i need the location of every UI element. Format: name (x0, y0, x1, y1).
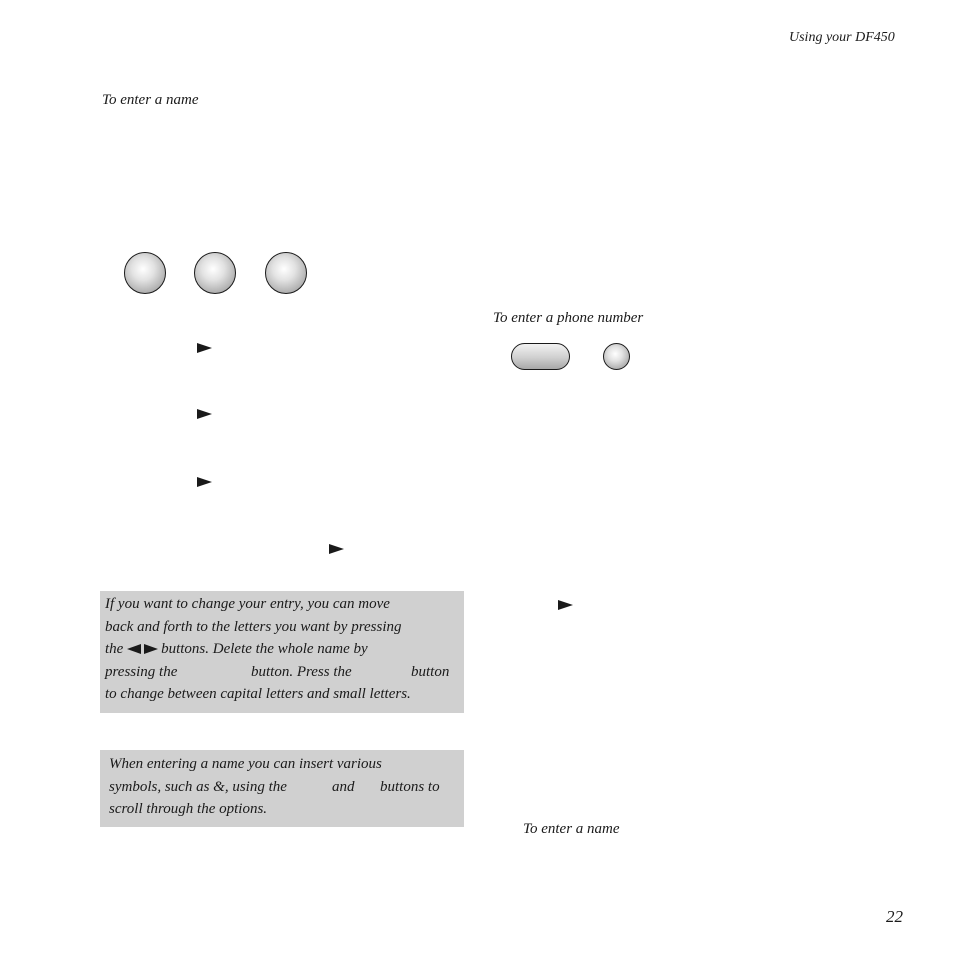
note-text: button (411, 663, 450, 680)
right-arrow-icon (144, 644, 158, 654)
right-arrow-icon (558, 600, 573, 610)
section-heading-enter-name-2: To enter a name (523, 821, 620, 837)
note-text: symbols, such as &, using the (109, 778, 287, 795)
note-line (105, 661, 464, 684)
page-header: Using your DF450 (789, 30, 895, 45)
section-heading-enter-phone: To enter a phone number (493, 310, 644, 326)
right-arrow-icon (329, 544, 344, 554)
note-text: the (105, 641, 124, 657)
note-line: scroll through the options. (109, 801, 268, 817)
note-text: and (332, 778, 355, 795)
section-heading-enter-name: To enter a name (102, 92, 199, 108)
note-line (109, 776, 464, 799)
round-key-icon (124, 252, 166, 294)
note-line (105, 638, 464, 661)
round-key-icon (603, 343, 630, 370)
note-text: button. Press the (251, 663, 352, 680)
note-box-editing (100, 591, 464, 713)
note-text: buttons to (380, 778, 440, 795)
note-line: back and forth to the letters you want by pressing (105, 618, 402, 635)
note-box-symbols (100, 750, 464, 827)
page-number: 22 (886, 907, 903, 926)
right-arrow-icon (197, 343, 212, 353)
right-arrow-icon (197, 409, 212, 419)
round-key-icon (265, 252, 307, 294)
oval-key-icon (511, 343, 570, 370)
note-text: buttons. Delete the whole name by (161, 641, 368, 657)
round-key-icon (194, 252, 236, 294)
note-text: pressing the (105, 663, 178, 680)
note-line: When entering a name you can insert various (109, 756, 382, 772)
left-arrow-icon (127, 644, 141, 654)
note-line: to change between capital letters and small letters. (105, 686, 411, 702)
right-arrow-icon (197, 477, 212, 487)
note-line: If you want to change your entry, you can move (105, 596, 390, 612)
